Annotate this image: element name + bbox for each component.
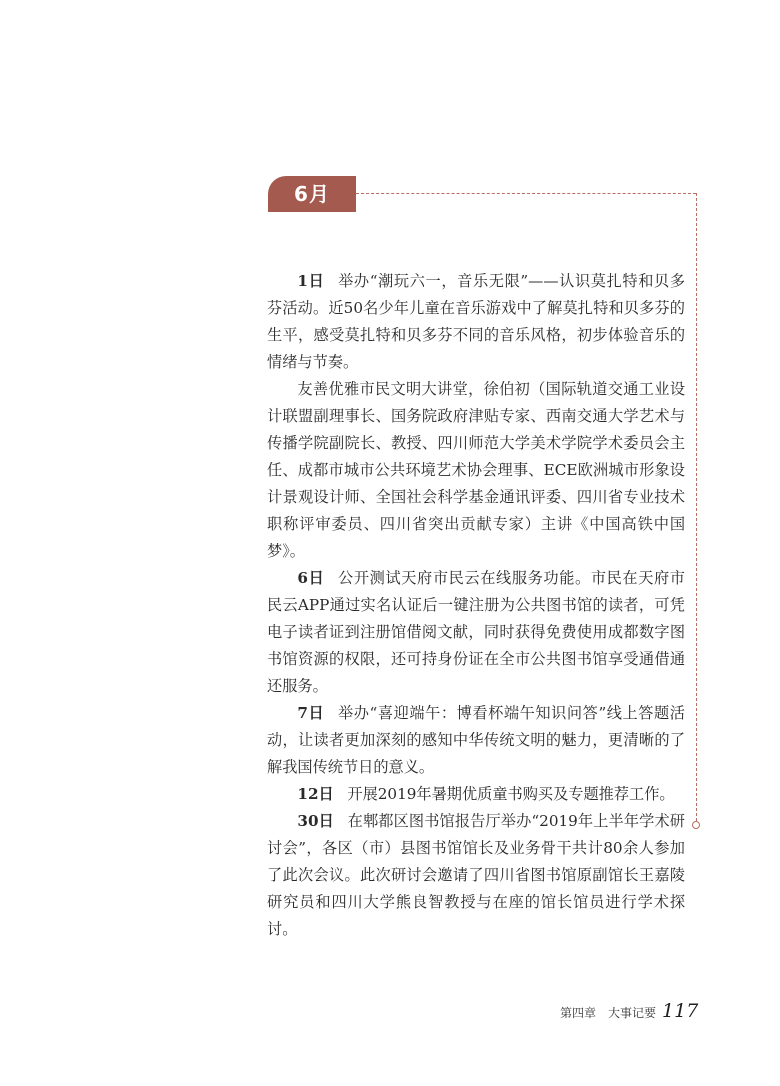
event-entry <box>267 700 685 781</box>
event-entry <box>267 376 685 565</box>
event-text: 公开测试天府市民云在线服务功能。市民在天府市民云APP通过实名认证后一键注册为公共图书馆的读者，可凭电子读者证到注册馆借阅文献，同时获得免费使用成都数字图书馆资源的权限，还可持身份证在全市公共图书馆享受通借通还服务。 <box>267 569 685 695</box>
event-text: 开展2019年暑期优质童书购买及专题推荐工作。 <box>347 785 675 803</box>
dashed-rule-top <box>356 193 696 194</box>
event-text: 举办“喜迎端午：博看杯端午知识问答”线上答题活动，让读者更加深刻的感知中华传统文明的魅力，更清晰的了解我国传统节日的意义。 <box>267 704 685 776</box>
month-heading: 6月 <box>268 176 356 212</box>
chapter-title: 第四章 大事记要 <box>560 1006 657 1020</box>
page-number: 117 <box>662 1000 699 1022</box>
dashed-rule-right <box>696 193 697 821</box>
event-entry <box>267 808 685 943</box>
event-date: 6日 <box>297 569 325 587</box>
event-text: 友善优雅市民文明大讲堂，徐伯初（国际轨道交通工业设计联盟副理事长、国务院政府津贴专家、西南交通大学艺术与传播学院副院长、教授、四川师范大学美术学院学术委员会主任、成都市城市公共环境艺术协会理事、ECE欧洲城市形象设计景观设计师、全国社会科学基金通讯评委、四川省专业技术职称评审委员、四川省突出贡献专家）主讲《中国高铁中国梦》。 <box>267 380 685 560</box>
event-entry <box>267 565 685 700</box>
event-list <box>267 268 685 943</box>
event-text: 在郫都区图书馆报告厅举办“2019年上半年学术研讨会”，各区（市）县图书馆馆长及业务骨干共计80余人参加了此次会议。此次研讨会邀请了四川省图书馆原副馆长王嘉陵研究员和四川大学熊良智教授与在座的馆长馆员进行学术探讨。 <box>267 812 685 938</box>
event-entry <box>267 781 685 808</box>
event-entry <box>267 268 685 376</box>
event-date: 7日 <box>297 704 325 722</box>
rule-end-circle <box>692 821 700 829</box>
event-date: 12日 <box>297 785 334 803</box>
page-footer <box>560 1000 698 1022</box>
event-text: 举办“潮玩六一，音乐无限”——认识莫扎特和贝多芬活动。近50名少年儿童在音乐游戏中了解莫扎特和贝多芬的生平，感受莫扎特和贝多芬不同的音乐风格，初步体验音乐的情绪与节奏。 <box>267 272 686 371</box>
event-date: 30日 <box>297 812 334 830</box>
event-date: 1日 <box>297 272 325 290</box>
